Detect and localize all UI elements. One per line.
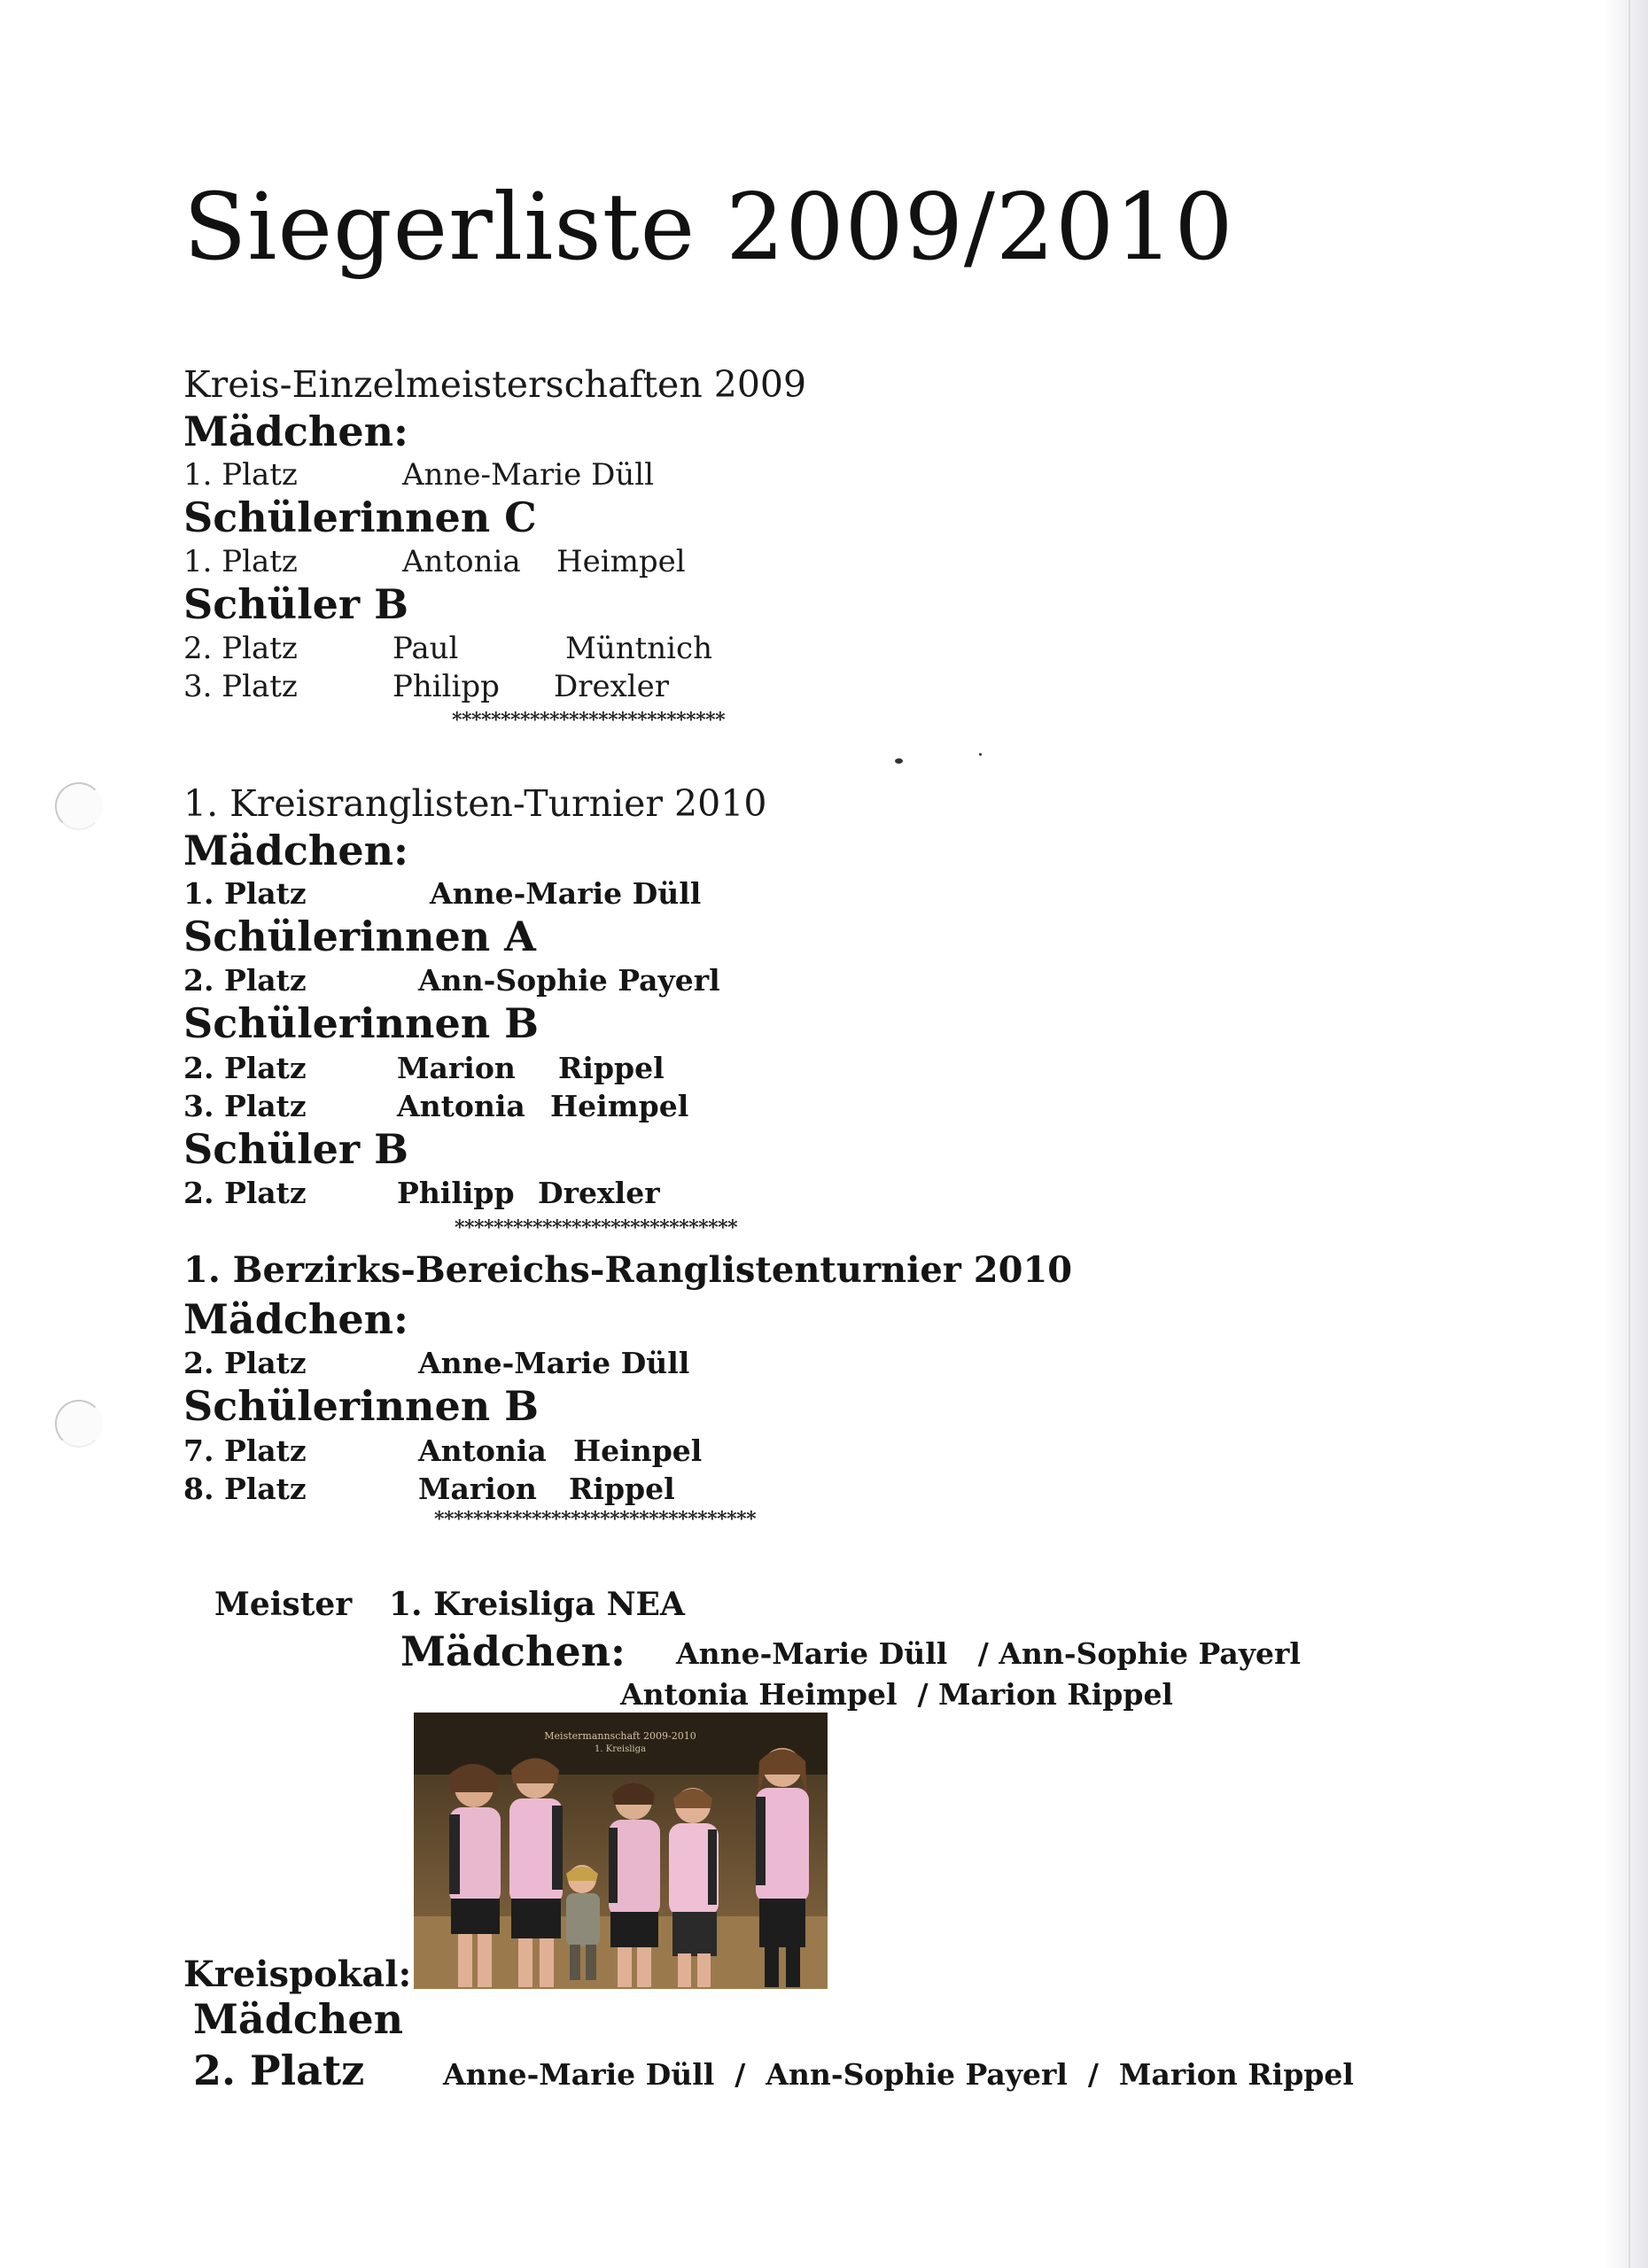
- category-heading: Schülerinnen B: [183, 1382, 540, 1430]
- player-first-name: Philipp: [397, 1176, 515, 1210]
- kreispokal-category: Mädchen: [193, 1995, 404, 2043]
- meister-names-2: Antonia Heimpel / Marion Rippel: [620, 1677, 1173, 1712]
- section-heading: 1. Berzirks-Bereichs-Ranglistenturnier 2010: [183, 1249, 1073, 1291]
- category-heading: Mädchen:: [183, 1295, 409, 1343]
- category-heading: Mädchen:: [183, 408, 409, 455]
- category-heading: Schülerinnen C: [183, 493, 537, 541]
- place: 3. Platz: [183, 1089, 307, 1123]
- player-first-name: Antonia: [402, 544, 521, 579]
- team-photo: [414, 1713, 828, 1989]
- place: 1. Platz: [183, 544, 298, 579]
- player-first-name: Marion: [418, 1472, 537, 1506]
- place: 2. Platz: [183, 963, 307, 998]
- separator: *****************************: [455, 1216, 738, 1239]
- punch-hole-bottom: [55, 1400, 103, 1448]
- place: 1. Platz: [183, 876, 307, 911]
- place: 2. Platz: [183, 631, 298, 666]
- player-name: Ann-Sophie Payerl: [418, 963, 720, 998]
- meister-category: Mädchen:: [400, 1627, 626, 1675]
- punch-hole-top: [55, 782, 103, 830]
- player-first-name: Philipp: [393, 669, 500, 704]
- place: 2. Platz: [183, 1346, 307, 1380]
- player-first-name: Marion: [397, 1051, 516, 1085]
- player-first-name: Antonia: [397, 1089, 525, 1123]
- category-heading: Mädchen:: [183, 827, 409, 874]
- scan-speck: [895, 758, 903, 764]
- photo-caption-1: Meistermannschaft 2009-2010: [544, 1730, 696, 1742]
- player-last-name: Müntnich: [565, 631, 712, 666]
- page-edge: [1604, 0, 1648, 2268]
- category-heading: Schüler B: [183, 580, 408, 628]
- photo-caption-2: 1. Kreisliga: [595, 1744, 646, 1754]
- category-heading: Schülerinnen B: [183, 999, 540, 1047]
- place: 3. Platz: [183, 669, 298, 704]
- page-title: Siegerliste 2009/2010: [183, 173, 1234, 281]
- place: 8. Platz: [183, 1472, 307, 1506]
- meister-names-1: Anne-Marie Düll / Ann-Sophie Payerl: [676, 1636, 1301, 1671]
- section-heading: Kreis-Einzelmeisterschaften 2009: [183, 363, 807, 406]
- scan-speck: [979, 753, 982, 756]
- meister-label: Meister: [214, 1586, 353, 1623]
- player-name: Anne-Marie Düll: [430, 876, 702, 911]
- player-last-name: Drexler: [538, 1176, 660, 1210]
- player-last-name: Drexler: [554, 669, 670, 704]
- category-heading: Schülerinnen A: [183, 913, 536, 960]
- category-heading: Schüler B: [183, 1125, 408, 1173]
- place: 7. Platz: [183, 1433, 307, 1468]
- player-last-name: Heimpel: [556, 544, 686, 579]
- player-name: Anne-Marie Düll: [418, 1346, 690, 1380]
- separator: ****************************: [452, 709, 726, 732]
- kreispokal-names: Anne-Marie Düll / Ann-Sophie Payerl / Marion Rippel: [443, 2057, 1354, 2092]
- player-last-name: Heimpel: [550, 1089, 689, 1123]
- player-first-name: Paul: [393, 631, 459, 666]
- player-last-name: Rippel: [569, 1472, 675, 1506]
- place: 2. Platz: [183, 1051, 307, 1085]
- kreispokal-label: Kreispokal:: [183, 1953, 412, 1995]
- place: 2. Platz: [183, 1176, 307, 1210]
- player-last-name: Rippel: [558, 1051, 665, 1085]
- meister-league: 1. Kreisliga NEA: [389, 1586, 685, 1623]
- player-first-name: Antonia: [418, 1433, 547, 1468]
- separator: *********************************: [434, 1508, 757, 1531]
- place: 1. Platz: [183, 457, 298, 493]
- player-last-name: Heinpel: [573, 1433, 703, 1468]
- section-heading: 1. Kreisranglisten-Turnier 2010: [183, 782, 767, 825]
- kreispokal-place: 2. Platz: [193, 2047, 365, 2094]
- player-name: Anne-Marie Düll: [402, 457, 655, 493]
